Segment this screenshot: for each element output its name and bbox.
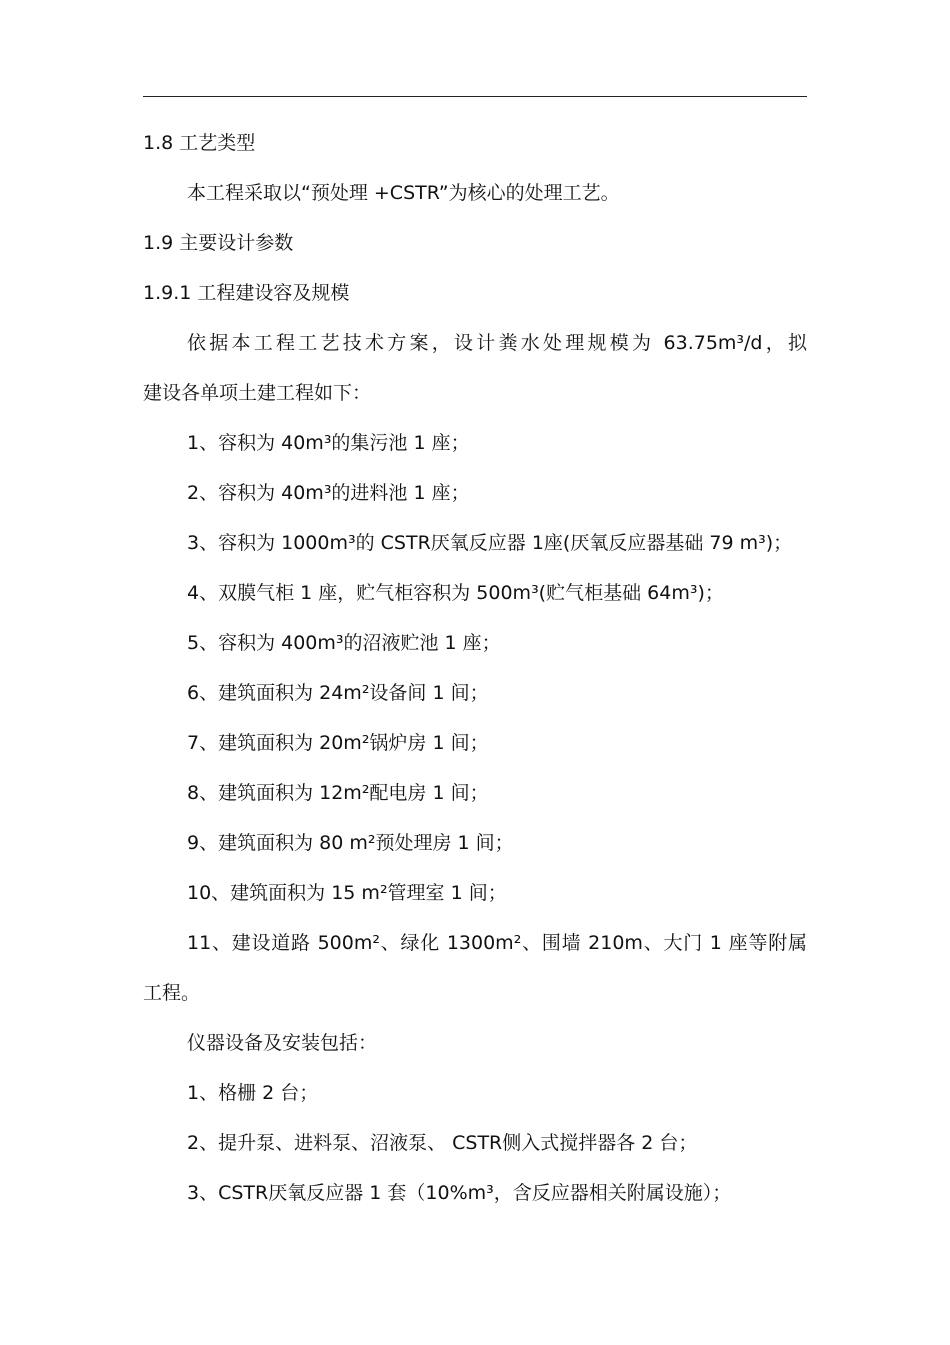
document-body — [143, 118, 807, 1218]
list-item: 6、建筑面积为 24m²设备间 1 间； — [187, 682, 489, 704]
list-item: 5、容积为 400m³的沼液贮池 1 座； — [187, 632, 501, 654]
list-item: 2、提升泵、进料泵、沼液泵、 CSTR侧入式搅拌器各 2 台； — [187, 1132, 698, 1154]
list-item: 8、建筑面积为 12m²配电房 1 间； — [187, 782, 489, 804]
section-heading-1-8: 1.8 工艺类型 — [143, 132, 256, 154]
list-item: 2、容积为 40m³的进料池 1 座； — [187, 482, 470, 504]
list-item-11-line-2: 工程。 — [143, 982, 201, 1004]
list-item-11-line-1: 11、建设道路 500m²、绿化 1300m²、围墙 210m、大门 1 座等附属 — [187, 932, 807, 954]
paragraph-scale-line-1: 依据本工程工艺技术方案，设计粪水处理规模为 63.75m³/d，拟 — [187, 332, 807, 354]
section-heading-1-9: 1.9 主要设计参数 — [143, 232, 294, 254]
paragraph-equipment-intro: 仪器设备及安装包括： — [187, 1032, 378, 1054]
paragraph-scale-line-2: 建设各单项土建工程如下： — [143, 382, 372, 404]
header-rule — [143, 96, 807, 97]
paragraph-process-type: 本工程采取以“预处理 +CSTR”为核心的处理工艺。 — [187, 182, 620, 204]
list-item: 3、容积为 1000m³的 CSTR厌氧反应器 1座(厌氧反应器基础 79 m³)； — [187, 532, 793, 554]
list-item: 1、容积为 40m³的集污池 1 座； — [187, 432, 470, 454]
list-item: 3、CSTR厌氧反应器 1 套（10%m³，含反应器相关附属设施）； — [187, 1182, 732, 1204]
list-item: 4、双膜气柜 1 座，贮气柜容积为 500m³(贮气柜基础 64m³)； — [187, 582, 724, 604]
list-item: 7、建筑面积为 20m²锅炉房 1 间； — [187, 732, 489, 754]
section-heading-1-9-1: 1.9.1 工程建设容及规模 — [143, 282, 350, 304]
list-item: 10、建筑面积为 15 m²管理室 1 间； — [187, 882, 507, 904]
list-item: 9、建筑面积为 80 m²预处理房 1 间； — [187, 832, 514, 854]
list-item: 1、格栅 2 台； — [187, 1082, 319, 1104]
